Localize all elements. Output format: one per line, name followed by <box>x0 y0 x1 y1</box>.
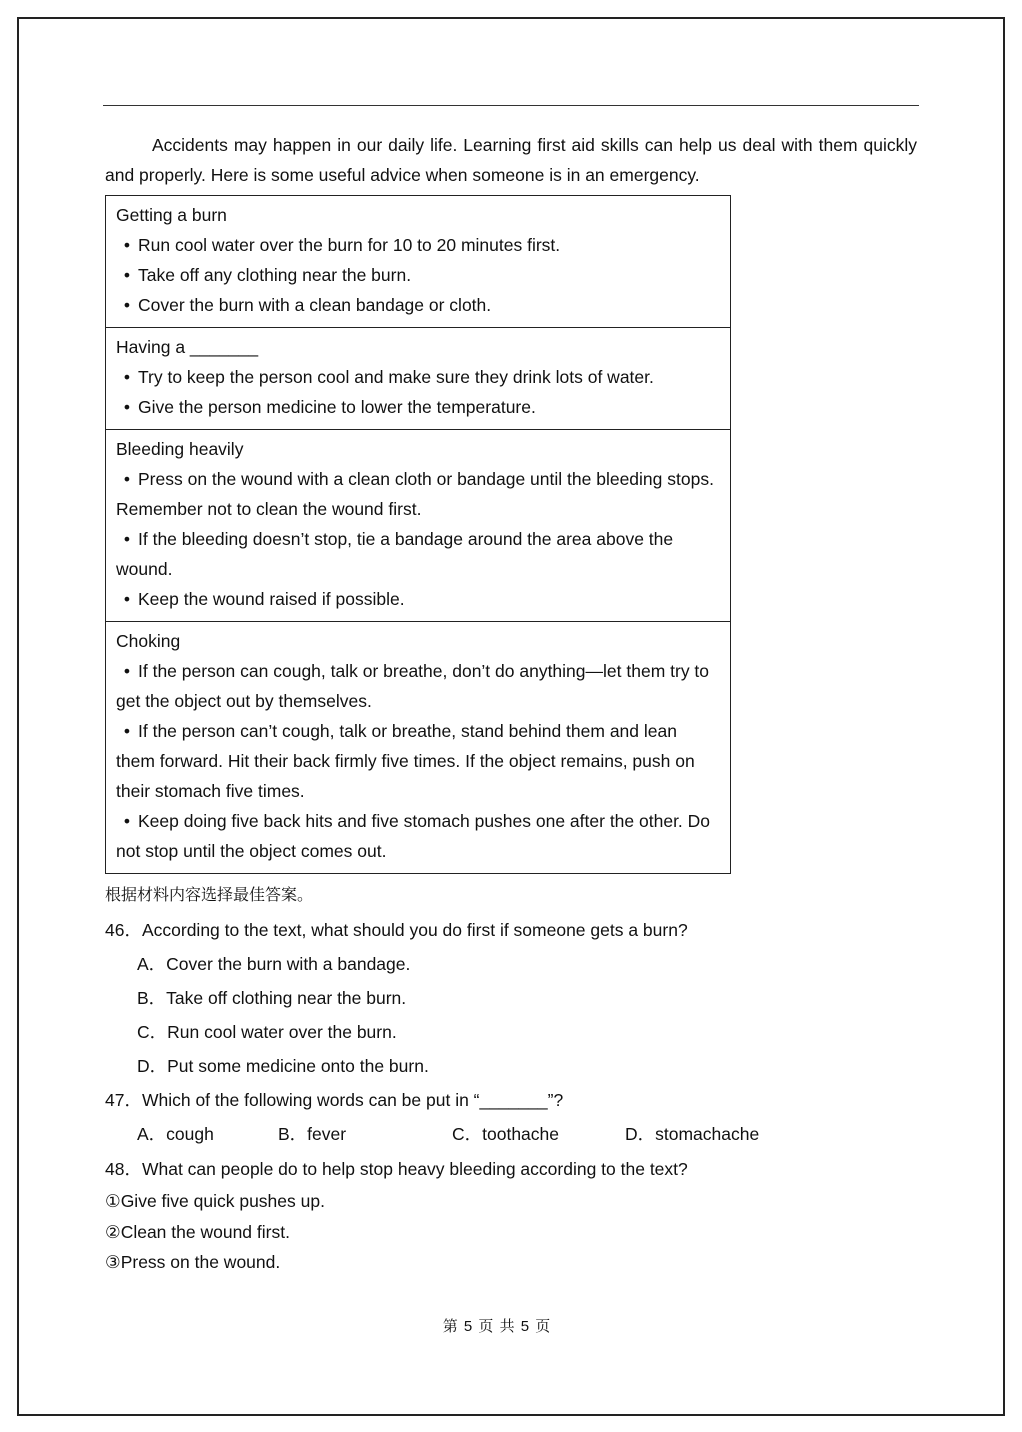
intro-paragraph: Accidents may happen in our daily life. Learning first aid skills can help us deal with them quickly and properly. Here is some useful advice when someone is in an emergency. <box>105 135 917 185</box>
question-47-stem: 47．Which of the following words can be put in “_______”? <box>105 1090 564 1110</box>
q47-option-a: A．cough <box>137 1124 214 1144</box>
advice-bullet <box>116 584 720 614</box>
advice-bullet <box>116 464 720 524</box>
advice-section-burn <box>106 196 730 327</box>
bullet-icon: • <box>123 721 131 741</box>
advice-bullet <box>116 290 720 320</box>
section-title: Bleeding heavily <box>116 439 244 459</box>
bullet-icon: • <box>123 529 131 549</box>
q46-option-b: B．Take off clothing near the burn. <box>137 988 407 1008</box>
bullet-icon: • <box>123 397 131 417</box>
advice-bullet <box>116 392 720 422</box>
bullet-icon: • <box>123 265 131 285</box>
q48-statement-2: ②Clean the wound first. <box>105 1222 290 1242</box>
advice-section-choking <box>106 621 730 873</box>
bullet-text: If the bleeding doesn’t stop, tie a bandage around the area above the wound. <box>116 529 674 579</box>
q46-option-c: C．Run cool water over the burn. <box>137 1022 397 1042</box>
page-number-footer: 第 5 页 共 5 页 <box>442 1318 552 1335</box>
first-aid-advice-table <box>105 195 731 874</box>
bullet-text: If the person can cough, talk or breathe, don’t do anything—let them try to get the object out by themselves. <box>116 661 710 711</box>
bullet-icon: • <box>123 589 131 609</box>
bullet-icon: • <box>123 469 131 489</box>
question-46-stem: 46．According to the text, what should you do first if someone gets a burn? <box>105 920 688 940</box>
advice-bullet <box>116 806 720 866</box>
bullet-text: Keep the wound raised if possible. <box>138 589 405 609</box>
bullet-text: Run cool water over the burn for 10 to 20 minutes first. <box>138 235 561 255</box>
advice-bullet <box>116 524 720 584</box>
q46-option-a: A．Cover the burn with a bandage. <box>137 954 411 974</box>
bullet-text: Keep doing five back hits and five stomach pushes one after the other. Do not stop until the object comes out. <box>116 811 711 861</box>
question-48-stem: 48．What can people do to help stop heavy bleeding according to the text? <box>105 1159 688 1179</box>
q47-option-d: D．stomachache <box>625 1124 760 1144</box>
section-title: Having a _______ <box>116 337 259 357</box>
advice-bullet <box>116 716 720 806</box>
bullet-icon: • <box>123 235 131 255</box>
advice-bullet <box>116 230 720 260</box>
bullet-icon: • <box>123 811 131 831</box>
bullet-text: Press on the wound with a clean cloth or bandage until the bleeding stops. Remember not to clean the wound first. <box>116 469 714 519</box>
bullet-text: If the person can’t cough, talk or breathe, stand behind them and lean them forward. Hit their back firmly five times. If the object remains, push on their stomach five times. <box>116 721 695 801</box>
header-rule <box>103 105 919 106</box>
q46-option-d: D．Put some medicine onto the burn. <box>137 1056 429 1076</box>
bullet-icon: • <box>123 661 131 681</box>
q47-option-b: B．fever <box>278 1124 347 1144</box>
q47-option-c: C．toothache <box>452 1124 560 1144</box>
section-title: Choking <box>116 631 181 651</box>
bullet-text: Take off any clothing near the burn. <box>138 265 412 285</box>
section-title: Getting a burn <box>116 205 227 225</box>
bullet-text: Try to keep the person cool and make sure they drink lots of water. <box>138 367 654 387</box>
advice-section-fever <box>106 327 730 429</box>
bullet-text: Give the person medicine to lower the temperature. <box>138 397 536 417</box>
q48-statement-1: ①Give five quick pushes up. <box>105 1191 325 1211</box>
instruction-text: 根据材料内容选择最佳答案。 <box>105 887 314 904</box>
advice-bullet <box>116 362 720 392</box>
bullet-icon: • <box>123 295 131 315</box>
bullet-icon: • <box>123 367 131 387</box>
advice-bullet <box>116 260 720 290</box>
advice-section-bleeding <box>106 429 730 621</box>
bullet-text: Cover the burn with a clean bandage or cloth. <box>138 295 492 315</box>
q48-statement-3: ③Press on the wound. <box>105 1252 281 1272</box>
advice-bullet <box>116 656 720 716</box>
